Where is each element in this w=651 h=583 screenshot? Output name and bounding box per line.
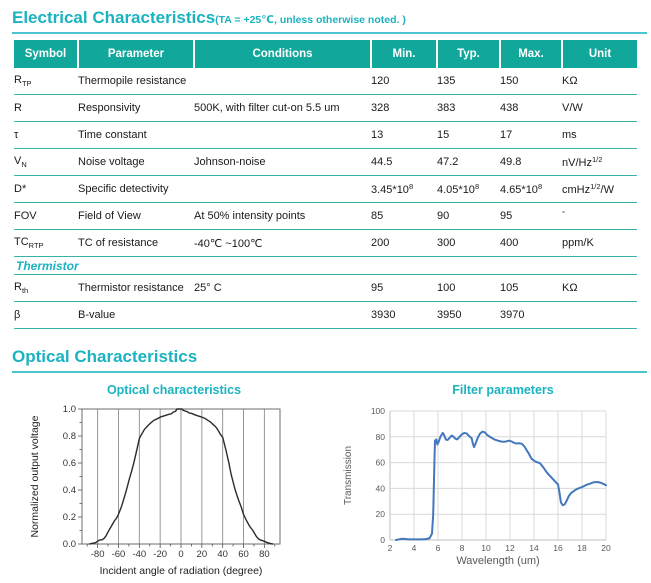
svg-text:40: 40: [375, 483, 385, 494]
cell-min: 13: [371, 122, 437, 149]
optical-section-heading: [12, 347, 643, 367]
cell-parameter: Specific detectivity: [78, 176, 194, 203]
cell-typ: 3950: [437, 302, 500, 329]
electrical-title: Electrical Characteristics: [12, 8, 216, 27]
svg-text:0.2: 0.2: [62, 512, 76, 523]
cell-symbol: $TC_{RTP}$: [14, 230, 78, 257]
svg-text:14: 14: [529, 543, 539, 553]
cell-parameter: TC of resistance: [78, 230, 194, 257]
svg-text:10: 10: [481, 543, 491, 553]
svg-text:-20: -20: [153, 549, 168, 560]
filter-transmission-curve: [396, 432, 606, 540]
cell-min: $3.45*10^8$: [371, 176, 437, 203]
svg-text:0: 0: [380, 535, 385, 545]
cell-unit: ms: [562, 122, 637, 149]
cell-parameter: Field of View: [78, 203, 194, 230]
table-row: [14, 149, 637, 176]
cell-max: 438: [500, 95, 562, 122]
cell-max: $4.65*10^8$: [500, 176, 562, 203]
cell-max: 3970: [500, 302, 562, 329]
svg-text:60: 60: [238, 549, 249, 560]
svg-text:-60: -60: [111, 549, 126, 560]
plot-area: [29, 404, 280, 577]
cell-symbol: FOV: [14, 203, 78, 230]
cell-unit: [562, 302, 637, 329]
cell-parameter: B-value: [78, 302, 194, 329]
heading-rule: [12, 32, 647, 34]
cell-parameter: Noise voltage: [78, 149, 194, 176]
charts-row: [10, 381, 643, 583]
filter-parameters-figure: [338, 381, 651, 573]
cell-parameter: Thermistor resistance: [78, 275, 194, 302]
col-header-symbol: Symbol: [14, 40, 78, 68]
svg-text:0.6: 0.6: [62, 458, 76, 469]
cell-symbol: β: [14, 302, 78, 329]
cell-conditions: -40℃ ~100℃: [194, 230, 371, 257]
cell-typ: 383: [437, 95, 500, 122]
optical-characteristics-figure: [24, 381, 324, 583]
optical-title: Optical Characteristics: [12, 347, 198, 366]
cell-typ: 300: [437, 230, 500, 257]
cell-typ: $4.05*10^8$: [437, 176, 500, 203]
col-header-min: Min.: [371, 40, 437, 68]
cell-symbol: $R_{th}$: [14, 275, 78, 302]
cell-min: 44.5: [371, 149, 437, 176]
svg-text:0: 0: [178, 549, 184, 560]
svg-text:60: 60: [375, 457, 385, 468]
cell-min: 120: [371, 68, 437, 95]
cell-symbol: $R_{TP}$: [14, 68, 78, 95]
table-row: [14, 203, 637, 230]
electrical-title-note: (TA = +25℃, unless otherwise noted. ): [215, 14, 406, 26]
cell-parameter: Time constant: [78, 122, 194, 149]
cell-conditions: 25° C: [194, 275, 371, 302]
svg-text:20: 20: [601, 543, 611, 553]
thermistor-section-row: [14, 257, 637, 275]
svg-text:40: 40: [217, 549, 228, 560]
svg-text:12: 12: [505, 543, 515, 553]
svg-text:100: 100: [370, 406, 385, 416]
table-row: [14, 68, 637, 95]
cell-max: 17: [500, 122, 562, 149]
cell-conditions: At 50% intensity points: [194, 203, 371, 230]
cell-typ: 135: [437, 68, 500, 95]
filter-chart-title: Filter parameters: [452, 383, 554, 397]
cell-unit: °: [562, 203, 637, 230]
table-row: [14, 275, 637, 302]
cell-min: 95: [371, 275, 437, 302]
cell-conditions: 500K, with filter cut-on 5.5 um: [194, 95, 371, 122]
cell-parameter: Responsivity: [78, 95, 194, 122]
svg-text:18: 18: [577, 543, 587, 553]
cell-unit: ppm/K: [562, 230, 637, 257]
svg-text:8: 8: [459, 543, 465, 553]
cell-conditions: [194, 68, 371, 95]
cell-conditions: [194, 176, 371, 203]
cell-min: 200: [371, 230, 437, 257]
table-row: [14, 95, 637, 122]
svg-text:0.8: 0.8: [62, 431, 76, 442]
cell-typ: 100: [437, 275, 500, 302]
cell-typ: 47.2: [437, 149, 500, 176]
col-header-parameter: Parameter: [78, 40, 194, 68]
plot-area: [343, 406, 611, 567]
electrical-section-heading: [12, 8, 643, 28]
svg-text:-80: -80: [90, 549, 105, 560]
x-axis-title: Wavelength (um): [456, 555, 540, 567]
cell-conditions: Johnson-noise: [194, 149, 371, 176]
cell-symbol: R: [14, 95, 78, 122]
cell-symbol: $V_N$: [14, 149, 78, 176]
svg-text:4: 4: [411, 543, 417, 553]
cell-max: 105: [500, 275, 562, 302]
cell-max: 400: [500, 230, 562, 257]
table-row: [14, 230, 637, 257]
svg-text:20: 20: [196, 549, 208, 560]
svg-text:16: 16: [553, 543, 563, 553]
svg-text:1.0: 1.0: [62, 404, 76, 415]
cell-symbol: D*: [14, 176, 78, 203]
thermistor-section-label: Thermistor: [14, 257, 637, 275]
cell-max: 95: [500, 203, 562, 230]
cell-unit: KΩ: [562, 68, 637, 95]
svg-text:80: 80: [259, 549, 270, 560]
cell-conditions: [194, 122, 371, 149]
svg-text:-40: -40: [132, 549, 147, 560]
col-header-max: Max.: [500, 40, 562, 68]
cell-max: 150: [500, 68, 562, 95]
cell-typ: 15: [437, 122, 500, 149]
cell-conditions: [194, 302, 371, 329]
svg-text:2: 2: [387, 543, 393, 553]
cell-min: 85: [371, 203, 437, 230]
table-row: [14, 122, 637, 149]
cell-unit: $nV/Hz^{1/2}$: [562, 149, 637, 176]
electrical-table: [14, 40, 637, 329]
col-header-unit: Unit: [562, 40, 637, 68]
cell-unit: cmHz$^{1/2}$/W: [562, 176, 637, 203]
svg-text:80: 80: [375, 431, 385, 442]
cell-min: 3930: [371, 302, 437, 329]
cell-parameter: Thermopile resistance: [78, 68, 194, 95]
col-header-conditions: Conditions: [194, 40, 371, 68]
heading-rule-2: [12, 371, 647, 373]
cell-min: 328: [371, 95, 437, 122]
cell-unit: KΩ: [562, 275, 637, 302]
optical-chart-title: Optical characteristics: [106, 383, 242, 397]
svg-text:6: 6: [435, 543, 441, 553]
table-row: [14, 302, 637, 329]
svg-text:20: 20: [375, 509, 385, 520]
cell-symbol: τ: [14, 122, 78, 149]
cell-unit: V/W: [562, 95, 637, 122]
cell-typ: 90: [437, 203, 500, 230]
cell-max: 49.8: [500, 149, 562, 176]
filter-parameters-chart: [338, 401, 651, 573]
table-header-row: [14, 40, 637, 68]
y-axis-title: Normalized output voltage: [29, 415, 41, 538]
svg-text:0.4: 0.4: [62, 485, 76, 496]
x-axis-title: Incident angle of radiation (degree): [99, 565, 263, 577]
col-header-typ: Typ.: [437, 40, 500, 68]
y-axis-title: Transmission: [343, 445, 354, 506]
svg-text:0.0: 0.0: [62, 539, 76, 550]
optical-characteristics-chart: [24, 401, 324, 583]
table-row: [14, 176, 637, 203]
